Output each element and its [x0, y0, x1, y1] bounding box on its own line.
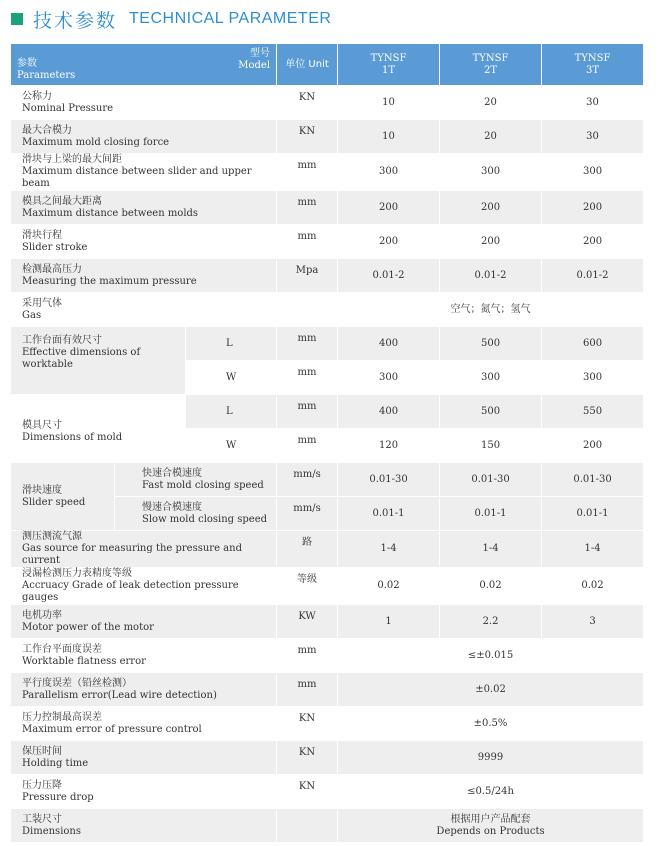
unit-cell — [277, 293, 338, 327]
value-3t: 0.01-2 — [542, 259, 644, 293]
row-gas — [11, 293, 644, 327]
param-label: 滑块速度 Slider speed — [11, 463, 115, 531]
row-slider-stroke — [11, 225, 644, 259]
value-1t: 1 — [338, 605, 440, 639]
value-1t: 300 — [338, 154, 440, 191]
value-1t: 120 — [338, 429, 440, 463]
value-1t: 10 — [338, 120, 440, 154]
unit-cell: mm — [277, 191, 338, 225]
param-label: 浸漏检测压力表精度等级 Accruacy Grade of leak detection pressure gauges — [11, 568, 277, 605]
value-2t: 500 — [440, 327, 542, 361]
value-1t: 0.01-1 — [338, 497, 440, 531]
parameter-table — [10, 43, 644, 843]
param-label: 滑块行程 Slider stroke — [11, 225, 277, 259]
param-label: 压力控制最高误差 Maximum error of pressure control — [11, 707, 277, 741]
unit-cell: mm — [277, 429, 338, 463]
value-3t: 600 — [542, 327, 644, 361]
unit-cell — [277, 809, 338, 843]
value-2t: 20 — [440, 120, 542, 154]
unit-cell: mm — [277, 395, 338, 429]
value-2t: 300 — [440, 361, 542, 395]
header-unit: 单位 Unit — [277, 44, 338, 86]
sub-label-fast: 快速合模速度 Fast mold closing speed — [115, 463, 277, 497]
title-chinese: 技术参数 — [33, 9, 118, 32]
sub-label-slow: 慢速合模速度 Slow mold closing speed — [115, 497, 277, 531]
value-1t: 200 — [338, 191, 440, 225]
unit-cell: KN — [277, 120, 338, 154]
value-all: 根据用户产品配套 Depends on Products — [338, 809, 644, 843]
header-model-en: Model — [238, 60, 271, 71]
title-marker — [11, 13, 23, 25]
row-accuracy-grade — [11, 568, 644, 605]
param-label: 压力压降 Pressure drop — [11, 775, 277, 809]
unit-cell: KW — [277, 605, 338, 639]
unit-cell: 路 — [277, 531, 338, 568]
row-slider-beam-distance — [11, 154, 644, 191]
unit-cell: mm — [277, 225, 338, 259]
param-label: 滑块与上梁的最大间距 Maximum distance between slider and upper beam — [11, 154, 277, 191]
row-motor-power — [11, 605, 644, 639]
unit-cell: mm/s — [277, 497, 338, 531]
value-1t: 1-4 — [338, 531, 440, 568]
row-mold-dim-L — [11, 395, 644, 429]
unit-cell: KN — [277, 86, 338, 120]
value-3t: 300 — [542, 154, 644, 191]
unit-cell: Mpa — [277, 259, 338, 293]
value-3t: 200 — [542, 429, 644, 463]
param-label: 平行度误差（铅丝检测） Parallelism error(Lead wire detection) — [11, 673, 277, 707]
value-3t: 30 — [542, 120, 644, 154]
param-label: 模具尺寸 Dimensions of mold — [11, 395, 186, 463]
value-1t: 0.01-30 — [338, 463, 440, 497]
value-2t: 300 — [440, 154, 542, 191]
sub-label-L: L — [186, 327, 277, 361]
row-holding-time — [11, 741, 644, 775]
value-2t: 200 — [440, 225, 542, 259]
sub-label-L: L — [186, 395, 277, 429]
header-model-1: TYNSF 1T — [338, 44, 440, 86]
value-3t: 0.01-30 — [542, 463, 644, 497]
value-2t: 20 — [440, 86, 542, 120]
unit-cell: KN — [277, 707, 338, 741]
value-all: ≤0.5/24h — [338, 775, 644, 809]
row-worktable-L — [11, 327, 644, 361]
unit-cell: mm — [277, 673, 338, 707]
value-1t: 10 — [338, 86, 440, 120]
row-closing-force — [11, 120, 644, 154]
row-max-pressure — [11, 259, 644, 293]
param-label: 测压测流气源 Gas source for measuring the pressure and current — [11, 531, 277, 568]
row-gas-source — [11, 531, 644, 568]
value-1t: 400 — [338, 395, 440, 429]
value-2t: 150 — [440, 429, 542, 463]
header-param-zh: 参数 — [17, 58, 37, 69]
row-molds-distance — [11, 191, 644, 225]
value-all: 9999 — [338, 741, 644, 775]
value-3t: 300 — [542, 361, 644, 395]
value-3t: 550 — [542, 395, 644, 429]
param-label: 工作台面有效尺寸 Effective dimensions of worktable — [11, 327, 186, 395]
value-3t: 1-4 — [542, 531, 644, 568]
header-param-model-cell — [11, 44, 277, 86]
param-label: 工装尺寸 Dimensions — [11, 809, 277, 843]
value-all: 空气；氮气；氢气 — [338, 293, 644, 327]
value-1t: 200 — [338, 225, 440, 259]
unit-cell: mm — [277, 361, 338, 395]
value-all: ±0.02 — [338, 673, 644, 707]
param-label: 电机功率 Motor power of the motor — [11, 605, 277, 639]
value-3t: 0.01-1 — [542, 497, 644, 531]
value-1t: 300 — [338, 361, 440, 395]
value-3t: 0.02 — [542, 568, 644, 605]
value-all: ≤±0.015 — [338, 639, 644, 673]
param-label: 保压时间 Holding time — [11, 741, 277, 775]
value-2t: 0.01-2 — [440, 259, 542, 293]
row-nominal-pressure — [11, 86, 644, 120]
unit-cell: mm/s — [277, 463, 338, 497]
param-label: 检测最高压力 Measuring the maximum pressure — [11, 259, 277, 293]
unit-cell: 等级 — [277, 568, 338, 605]
value-1t: 400 — [338, 327, 440, 361]
header-param-en: Parameters — [17, 70, 76, 81]
param-label: 模具之间最大距离 Maximum distance between molds — [11, 191, 277, 225]
sub-label-W: W — [186, 361, 277, 395]
value-1t: 0.02 — [338, 568, 440, 605]
row-flatness — [11, 639, 644, 673]
value-2t: 0.02 — [440, 568, 542, 605]
value-2t: 200 — [440, 191, 542, 225]
unit-cell: KN — [277, 775, 338, 809]
table-header-row — [11, 44, 644, 86]
param-label: 采用气体 Gas — [11, 293, 277, 327]
value-2t: 1-4 — [440, 531, 542, 568]
row-parallelism — [11, 673, 644, 707]
row-pressure-control — [11, 707, 644, 741]
param-label: 最大合模力 Maximum mold closing force — [11, 120, 277, 154]
param-label: 公称力 Nominal Pressure — [11, 86, 277, 120]
header-model-2: TYNSF 2T — [440, 44, 542, 86]
row-speed-fast — [11, 463, 644, 497]
value-3t: 30 — [542, 86, 644, 120]
value-2t: 2.2 — [440, 605, 542, 639]
row-tooling-dimensions — [11, 809, 644, 843]
value-2t: 0.01-1 — [440, 497, 542, 531]
value-all: ±0.5% — [338, 707, 644, 741]
unit-cell: mm — [277, 327, 338, 361]
header-model-3: TYNSF 3T — [542, 44, 644, 86]
unit-cell: mm — [277, 154, 338, 191]
section-title — [11, 8, 331, 30]
unit-cell: KN — [277, 741, 338, 775]
value-1t: 0.01-2 — [338, 259, 440, 293]
value-3t: 200 — [542, 191, 644, 225]
value-3t: 3 — [542, 605, 644, 639]
sub-label-W: W — [186, 429, 277, 463]
title-english: TECHNICAL PARAMETER — [129, 10, 332, 27]
param-label: 工作台平面度误差 Worktable flatness error — [11, 639, 277, 673]
value-3t: 200 — [542, 225, 644, 259]
value-2t: 500 — [440, 395, 542, 429]
row-pressure-drop — [11, 775, 644, 809]
header-model-zh: 型号 — [250, 48, 271, 59]
unit-cell: mm — [277, 639, 338, 673]
value-2t: 0.01-30 — [440, 463, 542, 497]
